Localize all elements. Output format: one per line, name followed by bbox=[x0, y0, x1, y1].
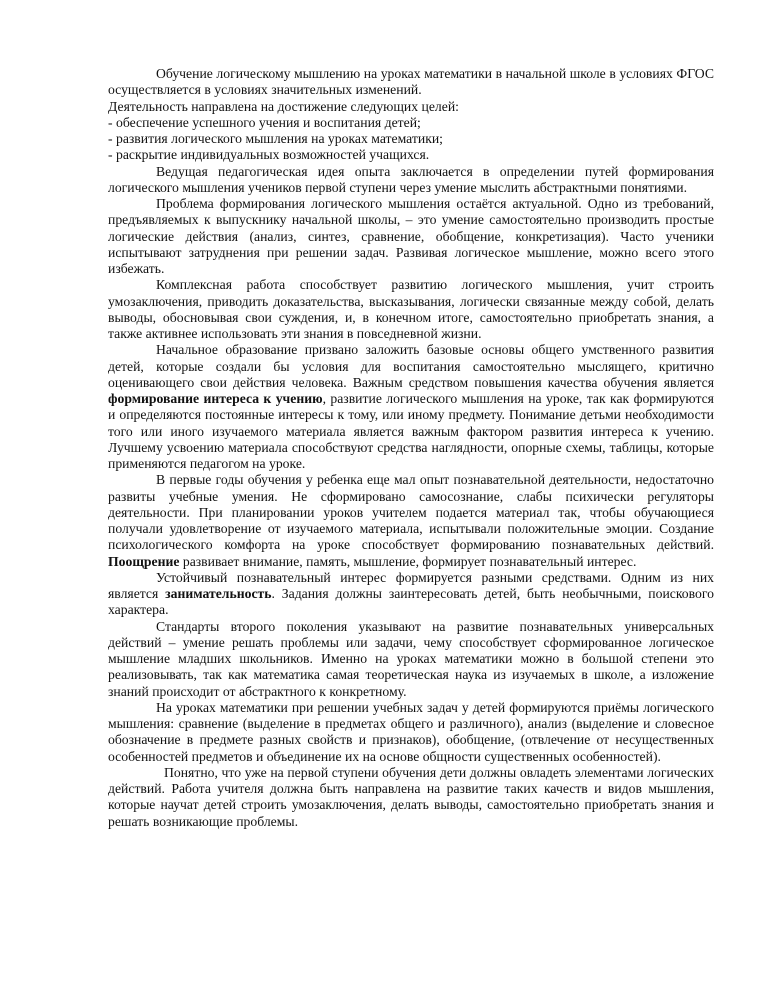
standards-paragraph: Стандарты второго поколения указывают на развитие познавательных универсальных действий – умение решать проблемы или задачи, чему способствует сформированное логическое мышление младших школьников. Именно на уроках математики можно в большой степени это реализовывать, так как математика самая теоретическая наука из изучаемых в школе, а изложение знаний происходит от абстрактного к конкретному. bbox=[108, 618, 714, 699]
goal-item: - раскрытие индивидуальных возможностей учащихся. bbox=[108, 147, 430, 163]
complex-work-paragraph: Комплексная работа способствует развитию логического мышления, учит строить умозаключения, приводить доказательства, высказывания, логически связанные между собой, делать выводы, обосновывая свои суждения, и, в конечном итоге, самостоятельно приобретать знания, а также активнее использовать эти знания в повседневной жизни. bbox=[108, 277, 714, 341]
primary-text-end: , развитие логического мышления на уроке, так как формируются и определяются постоянные интересы к тому, или иному предмету. Понимание детьми необходимости того или иного изучаемого материала является важным фактором развития интереса к учению. Лучшему усвоению материала способствуют средства наглядности, опорные схемы, таблицы, которые применяются педагогом на уроке. bbox=[108, 391, 714, 471]
problem-paragraph: Проблема формирования логического мышления остаётся актуальной. Одно из требований, предъявляемых к выпускнику начальной школы, – это умение самостоятельно производить простые логические действия (анализ, синтез, сравнение, обобщение, конкретизация). Часто ученики испытывают затруднения при решении задач. Развивая логическое мышление, можно всего этого избежать. bbox=[108, 196, 714, 276]
intro-paragraph: Обучение логическому мышлению на уроках математики в начальной школе в условиях ФГОС осуществляется в условиях значительных изменений. bbox=[108, 66, 714, 98]
interest-text-start: Устойчивый познавательный интерес формируется разными средствами. Одним из них является bbox=[108, 569, 714, 601]
primary-text-start: Начальное образование призвано заложить базовые основы общего умственного развития детей, которые создали бы условия для воспитания самостоятельно мыслящего, критично оценивающего свои действия человека. Важным средством повышения качества обучения является bbox=[108, 342, 714, 390]
goal-item: - обеспечение успешного учения и воспитания детей; bbox=[108, 114, 421, 130]
first-years-emphasis: Поощрение bbox=[108, 553, 180, 569]
conclusion-paragraph: Понятно, что уже на первой ступени обучения дети должны овладеть элементами логических действий. Работа учителя должна быть направлена на развитие таких качеств и видов мышления, которые научат детей строить умозаключения, делать выводы, самостоятельно приобретать знания и решать возникающие проблемы. bbox=[108, 764, 714, 829]
first-years-text-start: В первые годы обучения у ребенка еще мал опыт познавательной деятельности, недостаточно развиты учебные умения. Не сформировано самосознание, слабы психически регуляторы деятельности. При планировании уроков учителем подается материал так, чтобы обучающиеся получали удовлетворение от изучаемого материала, испытывали положительные эмоции. Создание психологического комфорта на уроке способствует формированию познавательных действий. bbox=[108, 472, 714, 553]
first-years-text-end: развивает внимание, память, мышление, формирует познавательный интерес. bbox=[179, 553, 637, 569]
document-page bbox=[108, 66, 714, 830]
primary-emphasis: формирование интереса к учению bbox=[108, 391, 323, 406]
idea-paragraph: Ведущая педагогическая идея опыта заключается в определении путей формирования логического мышления учеников первой ступени через умение мыслить абстрактными понятиями. bbox=[108, 163, 714, 195]
primary-education-paragraph bbox=[108, 342, 714, 472]
lessons-paragraph: На уроках математики при решении учебных задач у детей формируются приёмы логического мышления: сравнение (выделение в предметах общего и различного), анализ (выделение и словесное обозначение в предмете разных свойств и признаков), обобщение, (отвлечение от несущественных особенностей предметов и объединение их на основе общности существенных особенностей). bbox=[108, 699, 714, 764]
goals-title: Деятельность направлена на достижение следующих целей: bbox=[108, 98, 459, 114]
interest-paragraph bbox=[108, 570, 714, 619]
first-years-paragraph bbox=[108, 472, 714, 570]
interest-text-end: . Задания должны заинтересовать детей, быть необычными, поискового характера. bbox=[108, 586, 714, 618]
goal-item: - развития логического мышления на уроках математики; bbox=[108, 131, 443, 146]
interest-emphasis: занимательность bbox=[165, 586, 272, 601]
